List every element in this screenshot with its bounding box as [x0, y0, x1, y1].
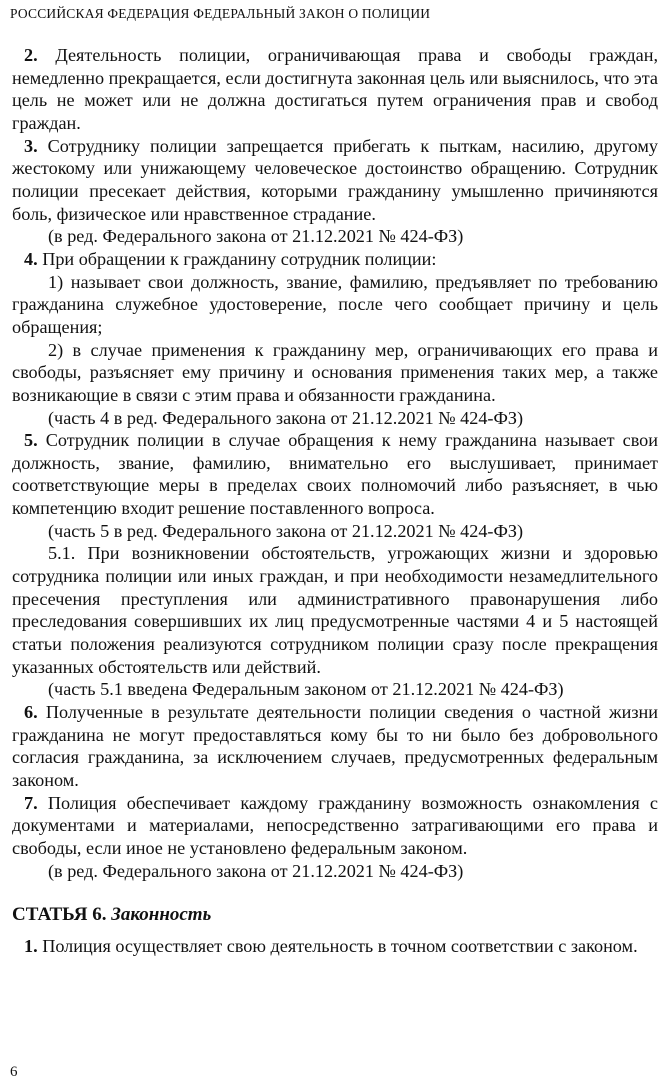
document-body — [12, 44, 658, 958]
amendment-note: (часть 4 в ред. Федерального закона от 21.12.2021 № 424-ФЗ) — [48, 407, 524, 428]
page-number: 6 — [10, 1064, 18, 1080]
paragraph-text: При обращении к гражданину сотрудник полиции: — [42, 248, 437, 269]
paragraph-number: 3. — [24, 135, 38, 156]
paragraph-7 — [12, 792, 658, 860]
paragraph-text: Полиция осуществляет свою деятельность в точном соответствии с законом. — [42, 935, 638, 956]
paragraph-text: Сотрудник полиции в случае обращения к нему гражданина называет свои должность, звание, фамилию, внимательно его выслушивает, принимает соответствующие меры в пределах своих полномочий либо разъясняет, в чью компетенцию входит решение поставленного вопроса. — [12, 430, 659, 519]
paragraph-text: Деятельность полиции, ограничивающая права и свободы граждан, немедленно прекращается, если достигнута законная цель или выяснилось, что эта цель не может или не должна достигаться путем ограничения прав и свобод граждан. — [12, 45, 658, 133]
paragraph-5 — [12, 429, 658, 520]
running-header: РОССИЙСКАЯ ФЕДЕРАЦИЯ ФЕДЕРАЛЬНЫЙ ЗАКОН О ПОЛИЦИИ — [10, 6, 431, 21]
paragraph-2 — [12, 44, 658, 135]
paragraph-6 — [12, 701, 658, 792]
article-paragraph-1 — [12, 935, 658, 958]
amendment-note: (часть 5 в ред. Федерального закона от 21.12.2021 № 424-ФЗ) — [48, 520, 524, 541]
subparagraph-1: 1) называет свои должность, звание, фамилию, предъявляет по требованию гражданина служебное удостоверение, после чего сообщает причину и цель обращения; — [12, 271, 658, 337]
paragraph-number: 2. — [24, 45, 38, 65]
amendment-note: (в ред. Федерального закона от 21.12.2021 № 424-ФЗ) — [48, 226, 464, 247]
article-heading — [12, 904, 658, 927]
paragraph-text: Полиция обеспечивает каждому гражданину возможность ознакомления с документами и материалами, непосредственно затрагивающими его права и свободы, если иное не установлено федеральным законом. — [12, 792, 658, 858]
paragraph-number: 4. — [24, 248, 38, 269]
paragraph-number: 5. — [24, 430, 38, 451]
article-label: СТАТЬЯ 6. — [12, 904, 107, 926]
paragraph-number: 1. — [24, 935, 38, 956]
amendment-note: (часть 5.1 введена Федеральным законом от 21.12.2021 № 424-ФЗ) — [48, 679, 564, 700]
amendment-note: (в ред. Федерального закона от 21.12.2021 № 424-ФЗ) — [48, 860, 464, 881]
article-name: Законность — [111, 904, 212, 926]
paragraph-number: 6. — [24, 702, 38, 723]
subparagraph-2: 2) в случае применения к гражданину мер, ограничивающих его права и свободы, разъясняет ему причину и основания применения таких мер, а также возникающие в связи с этим права и обязанности гражданина. — [12, 339, 658, 405]
paragraph-number: 7. — [24, 792, 38, 813]
paragraph-text: Полученные в результате деятельности полиции сведения о частной жизни гражданина не могут предоставляться кому бы то ни было без добровольного согласия гражданина, за исключением случаев, предусмотренных федеральным законом. — [12, 702, 659, 790]
paragraph-text: Сотруднику полиции запрещается прибегать к пыткам, насилию, другому жестокому или унижающему человеческое достоинство обращению. Сотрудник полиции пресекает действия, которыми гражданину умышленно причиняются боль, физическое или нравственное страдание. — [12, 135, 658, 224]
paragraph-3 — [12, 135, 658, 226]
paragraph-5-1: 5.1. При возникновении обстоятельств, угрожающих жизни и здоровью сотрудника полиции или иных граждан, и при необходимости незамедлительного пресечения преступления или административного правонарушения либо преследования совершивших их лиц предусмотренные частями 4 и 5 настоящей статьи положения реализуются сотрудником полиции сразу после прекращения указанных обстоятельств или действий. — [12, 543, 658, 677]
paragraph-4 — [12, 248, 658, 271]
